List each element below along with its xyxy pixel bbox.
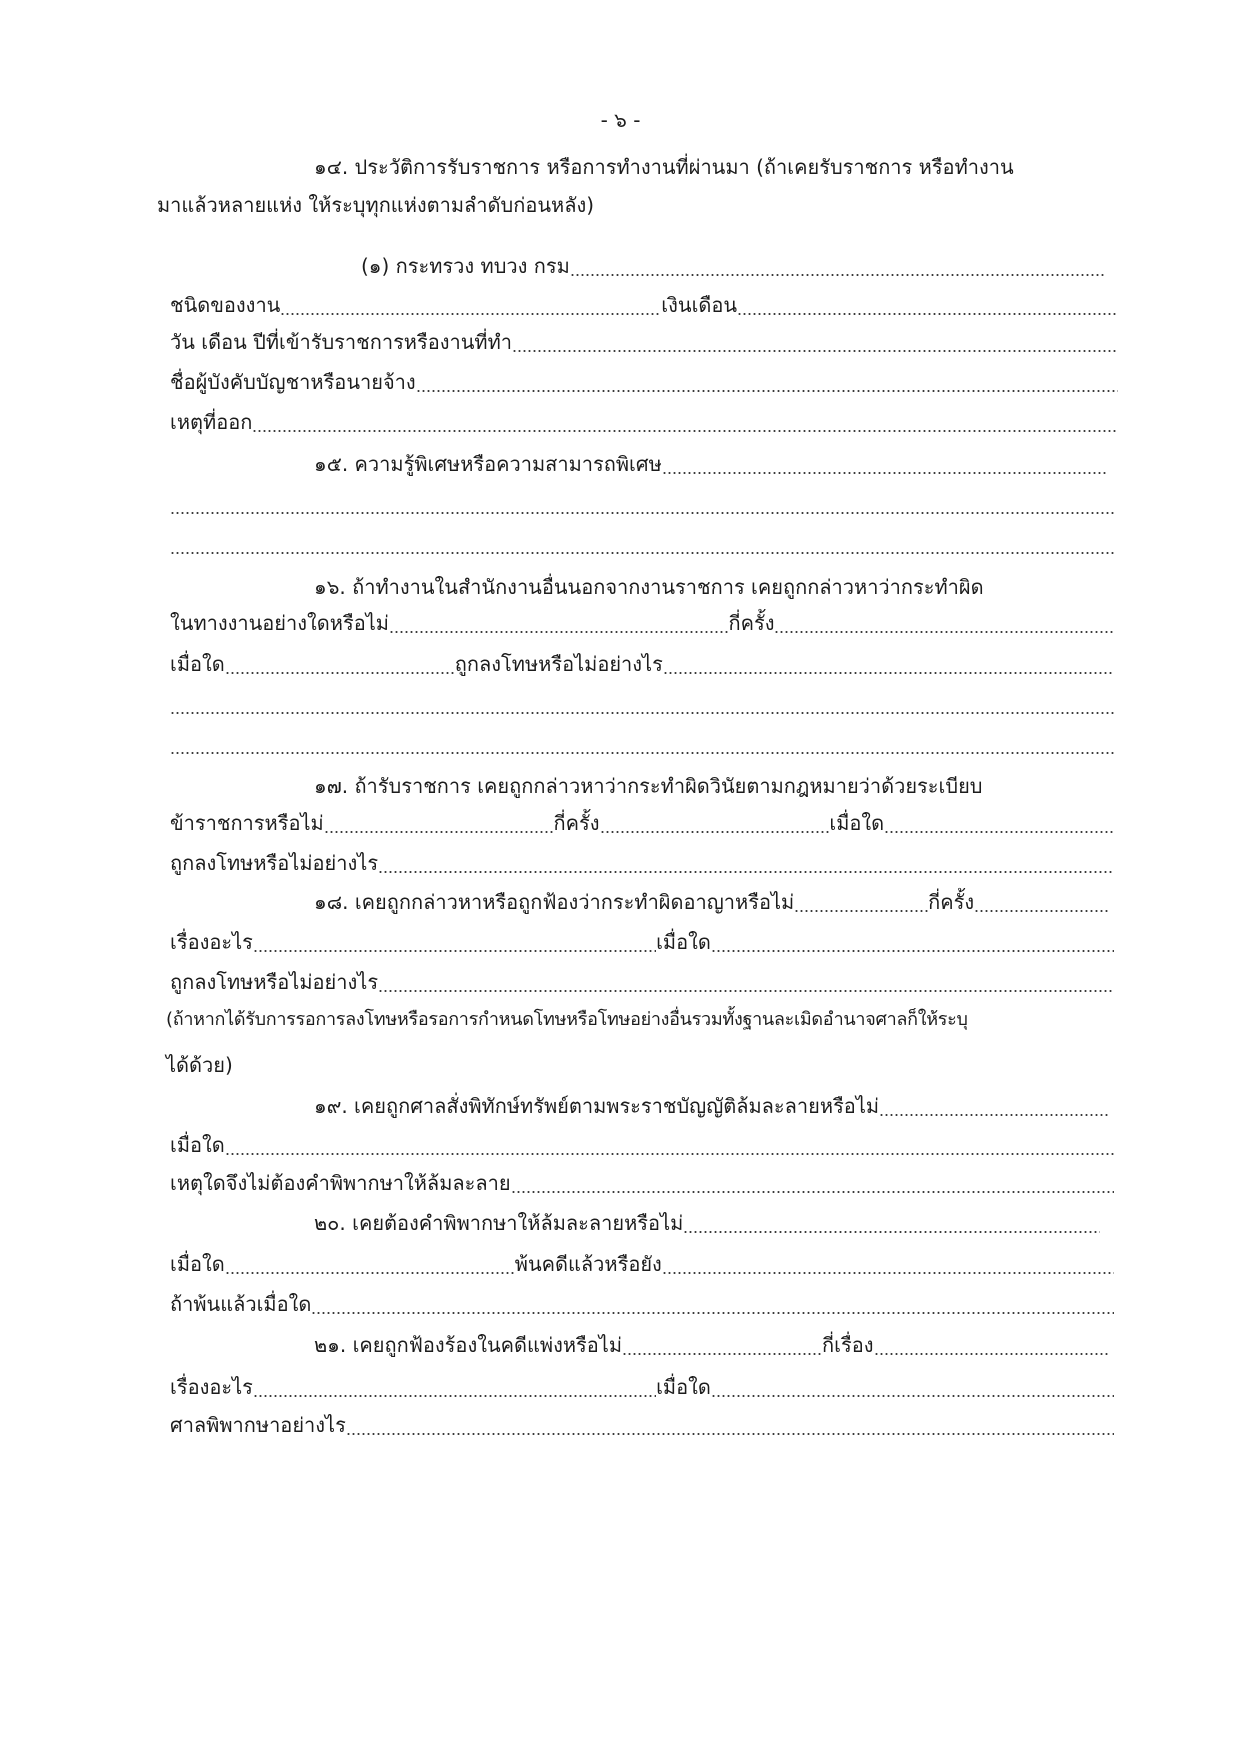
- item-17-heading: [314, 766, 1117, 806]
- item-21-row-1: [314, 1325, 1108, 1365]
- item-21-matter-label: เรื่องอะไร: [170, 1375, 253, 1399]
- item-18-heading-text: ๑๘. เคยถูกกล่าวหาหรือถูกฟ้องว่ากระทำผิดอาญาหรือไม่: [314, 890, 795, 914]
- item-18-row-3: [170, 962, 1114, 1002]
- item-18-times-label: กี่ครั้ง: [928, 890, 975, 914]
- item-18-row-1: [314, 882, 1108, 922]
- leave-reason-label: เหตุที่ออก: [170, 410, 253, 434]
- item-18-when-field[interactable]: [711, 922, 1114, 962]
- page-number: - ๖ -: [600, 108, 641, 132]
- item-20-row-2: [170, 1244, 1114, 1284]
- item-20-answer-field[interactable]: [683, 1203, 1100, 1243]
- item-16-heading-text: ๑๖. ถ้าทำงานในสำนักงานอื่นนอกจากงานราชการ เคยถูกกล่าวหาว่ากระทำผิด: [314, 575, 984, 599]
- item-16-punished-field[interactable]: [663, 644, 1114, 684]
- job-type-label: ชนิดของงาน: [170, 293, 281, 317]
- item-16-heading: [314, 567, 1117, 607]
- item-15-blank-1: [170, 484, 1114, 524]
- special-skill-field[interactable]: [662, 444, 1108, 484]
- item-21-matter-field[interactable]: [253, 1367, 656, 1407]
- item-18-punished-label: ถูกลงโทษหรือไม่อย่างไร: [170, 970, 379, 994]
- salary-label: เงินเดือน: [661, 293, 738, 317]
- start-date-row: [170, 322, 1118, 362]
- item-17-when-field[interactable]: [884, 803, 1114, 843]
- item-16-accused-field[interactable]: [389, 603, 729, 643]
- item-20-row-3: [170, 1284, 1114, 1324]
- item-17-times-field[interactable]: [600, 803, 830, 843]
- item-14-heading-text: ๑๔. ประวัติการรับราชการ หรือการทำงานที่ผ่านมา (ถ้าเคยรับราชการ หรือทำงาน: [314, 155, 1014, 179]
- item-18-row-2: [170, 922, 1114, 962]
- item-16-blank-1: [170, 684, 1114, 724]
- item-16-accused-label: ในทางงานอย่างใดหรือไม่: [170, 611, 389, 635]
- item-21-cases-label: กี่เรื่อง: [822, 1333, 874, 1357]
- item-21-row-3: [170, 1405, 1114, 1445]
- item-19-row-3: [170, 1163, 1114, 1203]
- item-18-note: [166, 1000, 1122, 1040]
- item-21-when-label: เมื่อใด: [656, 1375, 711, 1399]
- item-17-row-3: [170, 843, 1114, 883]
- item-21-heading-text: ๒๑. เคยถูกฟ้องร้องในคดีแพ่งหรือไม่: [314, 1333, 623, 1357]
- item-20-heading-text: ๒๐. เคยต้องคำพิพากษาให้ล้มละลายหรือไม่: [314, 1211, 684, 1235]
- job-type-field[interactable]: [280, 285, 661, 325]
- item-18-matter-field[interactable]: [253, 922, 656, 962]
- item-19-reason-field[interactable]: [511, 1163, 1114, 1203]
- item-19-when-field[interactable]: [225, 1125, 1114, 1165]
- item-16-punished-label: ถูกลงโทษหรือไม่อย่างไร: [454, 652, 663, 676]
- item-17-heading-text: ๑๗. ถ้ารับราชการ เคยถูกกล่าวหาว่ากระทำผิดวินัยตามกฎหมายว่าด้วยระเบียบ: [314, 774, 983, 798]
- item-16-when-field[interactable]: [225, 644, 455, 684]
- item-21-cases-field[interactable]: [874, 1325, 1109, 1365]
- start-date-label: วัน เดือน ปีที่เข้ารับราชการหรืองานที่ทำ: [170, 330, 513, 354]
- item-19-row-2: [170, 1125, 1114, 1165]
- item-15-label: ๑๕. ความรู้พิเศษหรือความสามารถพิเศษ: [314, 452, 662, 476]
- item-21-when-field[interactable]: [711, 1367, 1114, 1407]
- item-16-blank-2: [170, 724, 1114, 764]
- supervisor-label: ชื่อผู้บังคับบัญชาหรือนายจ้าง: [170, 370, 416, 394]
- item-16-row-2: [170, 603, 1114, 643]
- item-17-punished-field[interactable]: [378, 843, 1114, 883]
- item-18-punished-field[interactable]: [378, 962, 1114, 1002]
- supervisor-row: [170, 362, 1118, 402]
- supervisor-field[interactable]: [416, 362, 1118, 402]
- item-20-when-label: เมื่อใด: [170, 1252, 225, 1276]
- item-16-times-field[interactable]: [774, 603, 1114, 643]
- item-15-blank-2: [170, 524, 1114, 564]
- item-18-note-cont-text: ได้ด้วย): [166, 1053, 233, 1077]
- item-20-discharged-label: พ้นคดีแล้วหรือยัง: [514, 1252, 662, 1276]
- item-18-matter-label: เรื่องอะไร: [170, 930, 253, 954]
- leave-reason-field[interactable]: [252, 402, 1118, 442]
- item-17-accused-field[interactable]: [324, 803, 554, 843]
- item-18-accused-field[interactable]: [794, 882, 928, 922]
- item-20-discharge-date-label: ถ้าพ้นแล้วเมื่อใด: [170, 1292, 312, 1316]
- item-17-punished-label: ถูกลงโทษหรือไม่อย่างไร: [170, 851, 379, 875]
- item-17-civil-servant-label: ข้าราชการหรือไม่: [170, 811, 324, 835]
- item-18-when-label: เมื่อใด: [656, 930, 711, 954]
- ministry-field[interactable]: [570, 246, 1105, 286]
- start-date-field[interactable]: [512, 322, 1118, 362]
- item-19-when-label: เมื่อใด: [170, 1133, 225, 1157]
- item-18-times-field[interactable]: [974, 882, 1108, 922]
- item-15-row: [314, 444, 1108, 484]
- item-19-heading-text: ๑๙. เคยถูกศาลสั่งพิทักษ์ทรัพย์ตามพระราชบัญญัติล้มละลายหรือไม่: [314, 1094, 880, 1118]
- leave-reason-row: [170, 402, 1118, 442]
- ministry-label: (๑) กระทรวง ทบวง กรม: [361, 254, 570, 278]
- item-18-note-text: (ถ้าหากได้รับการรอการลงโทษหรือรอการกำหนดโทษหรือโทษอย่างอื่นรวมทั้งฐานละเมิดอำนาจศาลก็ให้ระบุ: [166, 1009, 968, 1030]
- item-16-extra-field-1[interactable]: [170, 684, 1114, 724]
- item-14-heading-cont-text: มาแล้วหลายแห่ง ให้ระบุทุกแห่งตามลำดับก่อนหลัง): [157, 193, 595, 217]
- item-14-ministry-row: [361, 246, 1105, 286]
- item-21-verdict-label: ศาลพิพากษาอย่างไร: [170, 1413, 346, 1437]
- item-20-row-1: [314, 1203, 1100, 1243]
- salary-field[interactable]: [737, 285, 1118, 325]
- item-16-when-label: เมื่อใด: [170, 652, 225, 676]
- item-14-heading-cont: [157, 185, 1117, 225]
- item-21-answer-field[interactable]: [622, 1325, 822, 1365]
- item-21-row-2: [170, 1367, 1114, 1407]
- item-17-row-2: [170, 803, 1114, 843]
- item-17-when-label: เมื่อใด: [829, 811, 885, 835]
- special-skill-field-2[interactable]: [170, 484, 1114, 524]
- special-skill-field-3[interactable]: [170, 524, 1114, 564]
- item-20-discharged-field[interactable]: [662, 1244, 1114, 1284]
- item-18-note-cont: [166, 1045, 566, 1085]
- item-19-reason-label: เหตุใดจึงไม่ต้องคำพิพากษาให้ล้มละลาย: [170, 1171, 511, 1195]
- job-row: [170, 285, 1118, 325]
- item-21-verdict-field[interactable]: [346, 1405, 1114, 1445]
- item-16-times-label: กี่ครั้ง: [728, 611, 775, 635]
- item-16-extra-field-2[interactable]: [170, 724, 1114, 764]
- item-19-row-1: [314, 1086, 1108, 1126]
- item-20-discharge-date-field[interactable]: [311, 1284, 1114, 1324]
- item-16-row-3: [170, 644, 1114, 684]
- item-20-when-field[interactable]: [225, 1244, 515, 1284]
- item-17-times-label: กี่ครั้ง: [553, 811, 600, 835]
- item-14-heading: [314, 147, 1117, 187]
- item-19-answer-field[interactable]: [879, 1086, 1108, 1126]
